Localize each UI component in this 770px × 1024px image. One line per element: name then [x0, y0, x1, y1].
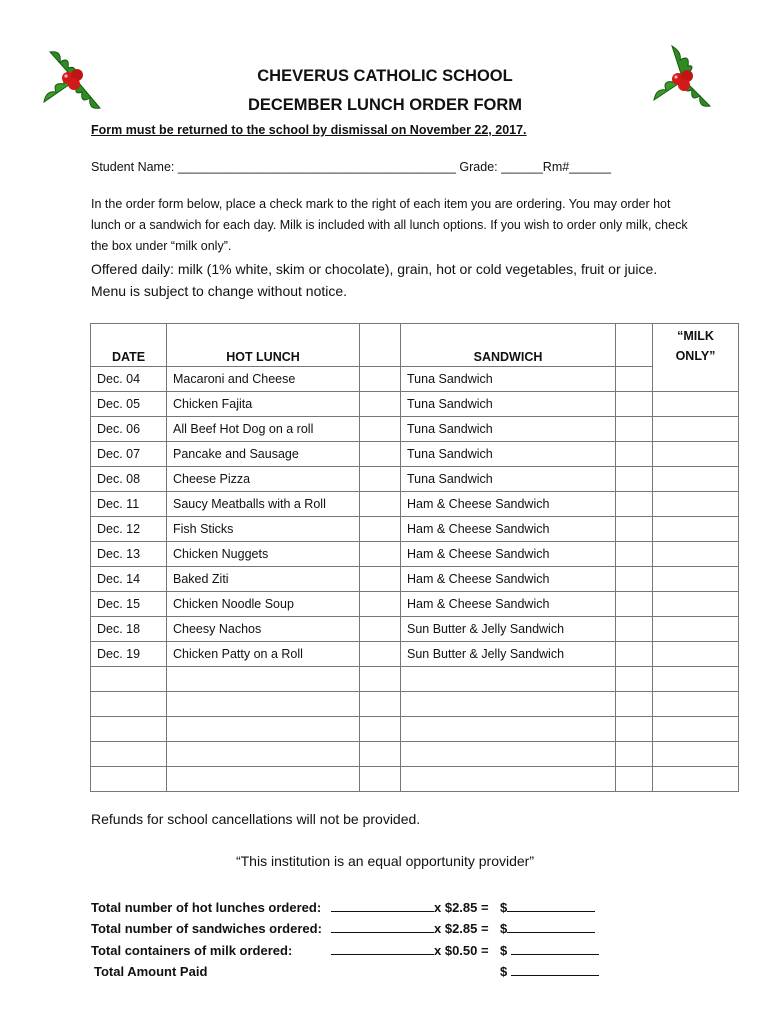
menu-change-note: Menu is subject to change without notice. — [91, 283, 348, 299]
paid-amount-blank[interactable] — [511, 963, 599, 976]
form-title: DECEMBER LUNCH ORDER FORM — [247, 96, 523, 114]
blank-date-cell — [91, 742, 167, 767]
date-cell: Dec. 12 — [91, 517, 167, 542]
hot-amount-blank[interactable] — [507, 899, 595, 912]
blank-date-cell — [91, 767, 167, 792]
hot-lunch-header-label: HOT LUNCH — [226, 350, 300, 364]
blank-hot-check-box[interactable] — [360, 717, 401, 742]
blank-milk-check-box[interactable] — [653, 767, 739, 792]
milk-count-blank[interactable] — [331, 942, 434, 955]
total-milk — [91, 942, 599, 958]
date-cell: Dec. 19 — [91, 642, 167, 667]
table-row — [91, 417, 739, 442]
blank-date-cell — [91, 692, 167, 717]
offered-text: Offered daily: milk (1% white, skim or chocolate), grain, hot or cold vegetables, fruit or juice. — [91, 261, 658, 277]
hot-lunch-check-box[interactable] — [360, 617, 401, 642]
sandwich-check-box[interactable] — [616, 417, 653, 442]
milk-only-check-box[interactable] — [653, 517, 739, 542]
dollar-sign: $ — [500, 943, 508, 958]
hot-lunch-cell: All Beef Hot Dog on a roll — [167, 417, 360, 442]
blank-sand-cell — [401, 667, 616, 692]
hot-lunch-cell: Chicken Patty on a Roll — [167, 642, 360, 667]
milk-only-line1: “MILK — [677, 329, 714, 343]
blank-hot-cell — [167, 717, 360, 742]
sandwich-cell: Tuna Sandwich — [401, 367, 616, 392]
hot-lunch-cell: Cheese Pizza — [167, 467, 360, 492]
blank-hot-check-box[interactable] — [360, 742, 401, 767]
date-cell: Dec. 06 — [91, 417, 167, 442]
hot-lunch-check-box[interactable] — [360, 417, 401, 442]
blank-hot-check-box[interactable] — [360, 767, 401, 792]
sand-price: x $2.85 = — [434, 921, 489, 936]
blank-sand-check-box[interactable] — [616, 717, 653, 742]
milk-only-check-box[interactable] — [653, 392, 739, 417]
sandwich-cell: Ham & Cheese Sandwich — [401, 517, 616, 542]
blank-hot-cell — [167, 742, 360, 767]
sandwich-cell: Sun Butter & Jelly Sandwich — [401, 617, 616, 642]
blank-sand-check-box[interactable] — [616, 742, 653, 767]
sandwich-check-header — [616, 324, 653, 367]
sandwich-cell: Ham & Cheese Sandwich — [401, 542, 616, 567]
milk-only-check-box[interactable] — [653, 592, 739, 617]
milk-only-check-box[interactable] — [653, 442, 739, 467]
offered-daily — [91, 258, 711, 302]
blank-sand-cell — [401, 692, 616, 717]
hot-lunch-check-box[interactable] — [360, 517, 401, 542]
hot-lunch-cell: Chicken Noodle Soup — [167, 592, 360, 617]
date-cell: Dec. 11 — [91, 492, 167, 517]
date-cell: Dec. 07 — [91, 442, 167, 467]
hot-count-blank[interactable] — [331, 899, 434, 912]
dollar-sign: $ — [500, 964, 508, 979]
blank-sand-cell — [401, 742, 616, 767]
sandwich-check-box[interactable] — [616, 617, 653, 642]
table-header-row — [91, 324, 739, 367]
hot-lunch-cell: Macaroni and Cheese — [167, 367, 360, 392]
school-name: CHEVERUS CATHOLIC SCHOOL — [257, 67, 513, 85]
blank-sand-check-box[interactable] — [616, 692, 653, 717]
milk-only-header — [653, 324, 739, 392]
hot-lunch-check-box[interactable] — [360, 492, 401, 517]
instructions: In the order form below, place a check mark to the right of each item you are ordering. You may order hot lunch or a sandwich for each day. Milk is included with all lunch options. If you wish to order only milk, check the box under “milk only”. — [91, 197, 688, 253]
date-header — [91, 324, 167, 367]
milk-only-check-box[interactable] — [653, 467, 739, 492]
hot-price: x $2.85 = — [434, 900, 489, 915]
blank-hot-cell — [167, 692, 360, 717]
total-milk-label: Total containers of milk ordered: — [91, 943, 293, 958]
table-row — [91, 517, 739, 542]
table-row — [91, 592, 739, 617]
total-hot-label: Total number of hot lunches ordered: — [91, 900, 322, 915]
refunds-note: Refunds for school cancellations will not be provided. — [91, 811, 421, 827]
total-sand-label: Total number of sandwiches ordered: — [91, 921, 322, 936]
hot-lunch-check-box[interactable] — [360, 367, 401, 392]
hot-lunch-check-box[interactable] — [360, 592, 401, 617]
table-row — [91, 392, 739, 417]
hot-lunch-cell: Pancake and Sausage — [167, 442, 360, 467]
sandwich-check-box[interactable] — [616, 367, 653, 392]
blank-hot-check-box[interactable] — [360, 667, 401, 692]
blank-milk-check-box[interactable] — [653, 692, 739, 717]
hot-lunch-check-box[interactable] — [360, 567, 401, 592]
empty-row — [91, 667, 739, 692]
date-cell: Dec. 15 — [91, 592, 167, 617]
sandwich-check-box[interactable] — [616, 442, 653, 467]
empty-row — [91, 692, 739, 717]
table-row — [91, 492, 739, 517]
sandwich-cell: Tuna Sandwich — [401, 467, 616, 492]
milk-only-line2: ONLY” — [675, 349, 716, 363]
blank-sand-cell — [401, 767, 616, 792]
total-amount-paid — [94, 963, 599, 979]
blank-milk-check-box[interactable] — [653, 717, 739, 742]
hot-lunch-cell: Cheesy Nachos — [167, 617, 360, 642]
empty-row — [91, 717, 739, 742]
return-notice: Form must be returned to the school by dismissal on November 22, 2017. — [91, 123, 527, 137]
blank-milk-check-box[interactable] — [653, 742, 739, 767]
sandwich-header-label: SANDWICH — [473, 350, 543, 364]
blank-hot-cell — [167, 667, 360, 692]
table-row — [91, 467, 739, 492]
blank-sand-check-box[interactable] — [616, 667, 653, 692]
sandwich-check-box[interactable] — [616, 542, 653, 567]
table-row — [91, 442, 739, 467]
milk-only-check-box[interactable] — [653, 567, 739, 592]
sandwich-header — [401, 324, 616, 367]
milk-only-check-box[interactable] — [653, 642, 739, 667]
hot-lunch-check-box[interactable] — [360, 467, 401, 492]
date-cell: Dec. 05 — [91, 392, 167, 417]
hot-lunch-cell: Chicken Nuggets — [167, 542, 360, 567]
student-info-line[interactable]: Student Name: ________________________________________ Grade: ______Rm#______ — [91, 160, 611, 174]
milk-only-check-box[interactable] — [653, 542, 739, 567]
hot-lunch-check-header — [360, 324, 401, 367]
date-header-label: DATE — [111, 350, 146, 364]
hot-lunch-cell: Chicken Fajita — [167, 392, 360, 417]
lunch-order-table — [90, 323, 739, 792]
total-sandwiches — [91, 920, 595, 936]
sand-count-blank[interactable] — [331, 920, 434, 933]
hot-lunch-check-box[interactable] — [360, 442, 401, 467]
equal-opportunity-statement: “This institution is an equal opportunity provider” — [235, 853, 535, 869]
milk-only-check-box[interactable] — [653, 417, 739, 442]
date-cell: Dec. 14 — [91, 567, 167, 592]
sandwich-check-box[interactable] — [616, 642, 653, 667]
hot-lunch-header — [167, 324, 360, 367]
milk-amount-blank[interactable] — [511, 942, 599, 955]
blank-hot-cell — [167, 767, 360, 792]
total-paid-label: Total Amount Paid — [94, 964, 208, 979]
sandwich-cell: Sun Butter & Jelly Sandwich — [401, 642, 616, 667]
table-row — [91, 367, 739, 392]
sandwich-cell: Tuna Sandwich — [401, 442, 616, 467]
hot-lunch-check-box[interactable] — [360, 542, 401, 567]
sandwich-cell: Ham & Cheese Sandwich — [401, 592, 616, 617]
hot-lunch-check-box[interactable] — [360, 642, 401, 667]
date-cell: Dec. 08 — [91, 467, 167, 492]
hot-lunch-cell: Baked Ziti — [167, 567, 360, 592]
hot-lunch-cell: Saucy Meatballs with a Roll — [167, 492, 360, 517]
blank-hot-check-box[interactable] — [360, 692, 401, 717]
milk-only-check-box[interactable] — [653, 617, 739, 642]
sandwich-cell: Tuna Sandwich — [401, 392, 616, 417]
blank-sand-check-box[interactable] — [616, 767, 653, 792]
sandwich-check-box[interactable] — [616, 492, 653, 517]
sandwich-check-box[interactable] — [616, 567, 653, 592]
hot-lunch-cell: Fish Sticks — [167, 517, 360, 542]
sandwich-cell: Ham & Cheese Sandwich — [401, 492, 616, 517]
blank-date-cell — [91, 667, 167, 692]
sandwich-check-box[interactable] — [616, 392, 653, 417]
blank-sand-cell — [401, 717, 616, 742]
sand-amount-blank[interactable] — [507, 920, 595, 933]
sandwich-cell: Tuna Sandwich — [401, 417, 616, 442]
milk-only-check-box[interactable] — [653, 492, 739, 517]
hot-lunch-check-box[interactable] — [360, 392, 401, 417]
table-row — [91, 567, 739, 592]
date-cell: Dec. 04 — [91, 367, 167, 392]
empty-row — [91, 767, 739, 792]
table-row — [91, 617, 739, 642]
dollar-sign: $ — [500, 900, 508, 915]
sandwich-check-box[interactable] — [616, 517, 653, 542]
sandwich-check-box[interactable] — [616, 467, 653, 492]
table-row — [91, 542, 739, 567]
milk-price: x $0.50 = — [434, 943, 489, 958]
blank-date-cell — [91, 717, 167, 742]
dollar-sign: $ — [500, 921, 508, 936]
empty-row — [91, 742, 739, 767]
blank-milk-check-box[interactable] — [653, 667, 739, 692]
table-row — [91, 642, 739, 667]
sandwich-cell: Ham & Cheese Sandwich — [401, 567, 616, 592]
date-cell: Dec. 13 — [91, 542, 167, 567]
date-cell: Dec. 18 — [91, 617, 167, 642]
sandwich-check-box[interactable] — [616, 592, 653, 617]
total-hot-lunches — [91, 899, 595, 915]
